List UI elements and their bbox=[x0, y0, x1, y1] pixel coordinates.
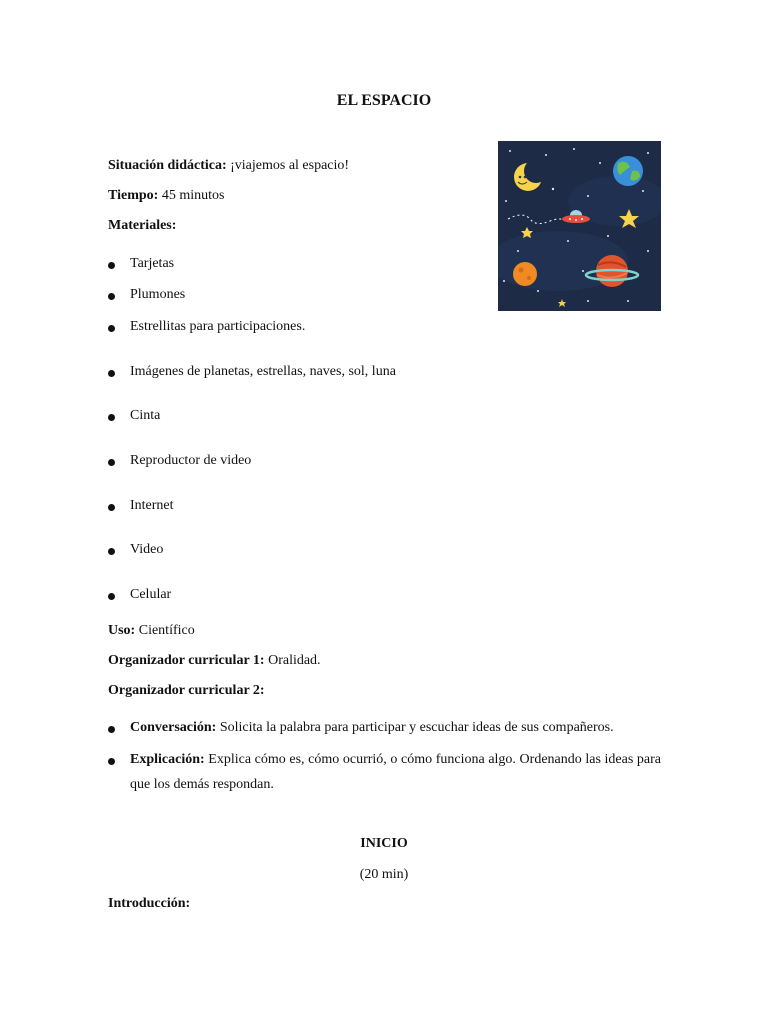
conversacion-label: Conversación: bbox=[130, 720, 217, 735]
tiempo-line bbox=[108, 188, 224, 204]
situacion-line bbox=[108, 158, 349, 174]
list-item-text: Imágenes de planetas, estrellas, naves, sol, luna bbox=[130, 364, 396, 379]
tiempo-label: Tiempo: bbox=[108, 188, 159, 203]
list-item-text: Tarjetas bbox=[130, 256, 175, 271]
orange-planet-icon bbox=[513, 262, 537, 286]
page-title: EL ESPACIO bbox=[336, 92, 432, 109]
uso-line bbox=[108, 623, 195, 639]
organizador1-label: Organizador curricular 1: bbox=[108, 653, 265, 668]
list-item-text: Plumones bbox=[130, 287, 186, 302]
situacion-label: Situación didáctica: bbox=[108, 158, 227, 173]
bullet-icon bbox=[108, 758, 115, 765]
materiales-label: Materiales: bbox=[108, 218, 177, 233]
list-item-text: Estrellitas para participaciones. bbox=[130, 319, 306, 334]
list-item-text: Cinta bbox=[130, 408, 161, 423]
space-illustration bbox=[498, 141, 661, 311]
inicio-heading: INICIO bbox=[360, 836, 408, 851]
conversacion-text: Solicita la palabra para participar y escuchar ideas de sus compañeros. bbox=[216, 720, 614, 735]
bullet-icon bbox=[108, 414, 115, 421]
introduccion-label: Introducción: bbox=[108, 896, 191, 911]
bullet-icon bbox=[108, 459, 115, 466]
explicacion-text: Explica cómo es, cómo ocurrió, o cómo funciona algo. Ordenando las ideas para que los demás respondan. bbox=[130, 752, 661, 792]
list-item-text: Celular bbox=[130, 587, 172, 602]
bullet-icon bbox=[108, 726, 115, 733]
bullet-icon bbox=[108, 262, 115, 269]
inicio-duration: (20 min) bbox=[359, 867, 409, 882]
bullet-icon bbox=[108, 325, 115, 332]
list-item-text: Reproductor de video bbox=[130, 453, 252, 468]
uso-value: Científico bbox=[135, 623, 195, 638]
organizador1-value: Oralidad. bbox=[264, 653, 321, 668]
bullet-icon bbox=[108, 504, 115, 511]
situacion-value: ¡viajemos al espacio! bbox=[226, 158, 350, 173]
bullet-icon bbox=[108, 370, 115, 377]
list-item-text: Internet bbox=[130, 498, 174, 513]
list-item-text bbox=[130, 747, 661, 797]
uso-label: Uso: bbox=[108, 623, 136, 638]
explicacion-label: Explicación: bbox=[130, 752, 205, 767]
bullet-icon bbox=[108, 293, 115, 300]
organizador2-label: Organizador curricular 2: bbox=[108, 683, 265, 698]
tiempo-value: 45 minutos bbox=[158, 188, 225, 203]
earth-icon bbox=[613, 156, 643, 186]
bullet-icon bbox=[108, 548, 115, 555]
organizador1-line bbox=[108, 653, 321, 669]
list-item-text: Video bbox=[130, 542, 164, 557]
list-item-text bbox=[130, 720, 614, 736]
bullet-icon bbox=[108, 593, 115, 600]
